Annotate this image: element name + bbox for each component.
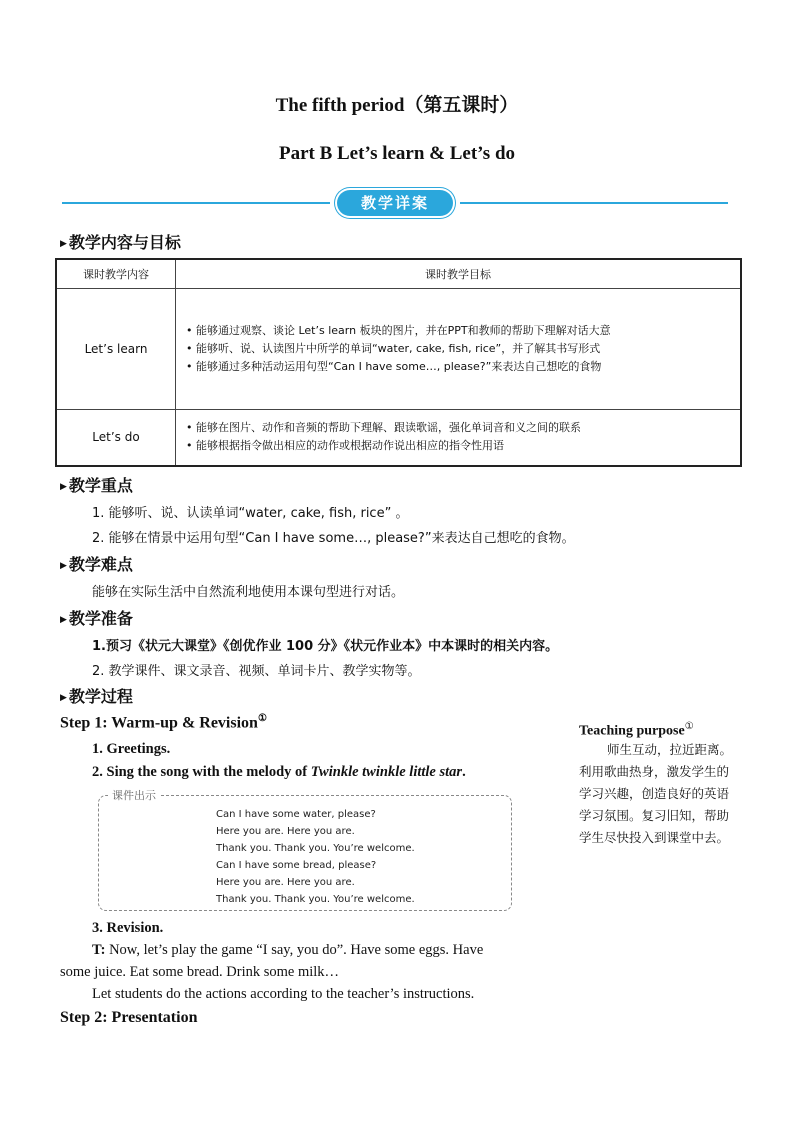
teacher-line-2: some juice. Eat some bread. Drink some milk…	[60, 964, 340, 980]
song-line: Here you are. Here you are.	[216, 877, 355, 888]
teacher-label: T:	[92, 942, 106, 958]
section-heading-preparation	[60, 606, 133, 629]
teacher-line-1	[92, 942, 483, 959]
teaching-purpose-line: 学生尽快投入到课堂中去。	[579, 830, 730, 845]
teaching-purpose-line: 利用歌曲热身，激发学生的	[579, 764, 730, 779]
section-heading-text: 教学重点	[68, 476, 133, 495]
goal-item: • 能够在图片、动作和音频的帮助下理解、跟读歌谣，强化单词音和义之间的联系	[186, 421, 581, 435]
table-cell-label: Let’s learn	[56, 289, 176, 410]
key-point-2: 2. 能够在情景中运用句型“Can I have some…, please?”来表达自己想吃的食物。	[92, 531, 575, 546]
section-banner: 教学详案	[337, 190, 453, 216]
section-heading-content-goal	[60, 230, 181, 253]
teaching-purpose-line: 学习氛围。复习旧知，帮助	[579, 808, 730, 823]
triangle-bullet-icon: ▶	[60, 482, 67, 492]
goal-item: • 能够根据指令做出相应的动作或根据动作说出相应的指令性用语	[186, 439, 504, 453]
triangle-bullet-icon: ▶	[60, 239, 67, 249]
table-cell-goals	[176, 410, 742, 466]
song-line: Thank you. Thank you. You’re welcome.	[216, 843, 415, 854]
key-point-1: 1. 能够听、说、认读单词“water, cake, fish, rice” 。	[92, 506, 409, 521]
song-line: Can I have some water, please?	[216, 809, 376, 820]
triangle-bullet-icon: ▶	[60, 561, 67, 571]
footnote-mark: ①	[257, 713, 267, 724]
preparation-1: 1.预习《状元大课堂》《创优作业 100 分》《状元作业本》中本课时的相关内容。	[92, 639, 559, 654]
step1-greetings: 1. Greetings.	[92, 741, 171, 757]
triangle-bullet-icon: ▶	[60, 693, 67, 703]
goal-item: • 能够通过观察、谈论 Let’s learn 板块的图片，并在PPT和教师的帮助下理解对话大意	[186, 324, 611, 337]
preparation-2: 2. 教学课件、课文录音、视频、单词卡片、教学实物等。	[92, 664, 421, 679]
sing-prefix: 2. Sing the song with the melody of	[92, 764, 311, 780]
table-cell-label: Let’s do	[56, 410, 176, 466]
step1-sing	[92, 764, 466, 781]
step1-title-text: Step 1: Warm-up & Revision	[60, 714, 258, 732]
section-heading-text: 教学难点	[68, 555, 133, 574]
song-line: Can I have some bread, please?	[216, 860, 377, 871]
section-heading-text: 教学内容与目标	[68, 233, 181, 252]
footnote-mark: ①	[684, 721, 694, 732]
section-heading-key-points	[60, 473, 133, 496]
goal-item: • 能够听、说、认读图片中所学的单词“water, cake, fish, rice”，并了解其书写形式	[186, 342, 601, 355]
table-header-row	[56, 259, 741, 289]
table-header-content: 课时教学内容	[56, 259, 176, 289]
teaching-purpose-line: 师生互动，拉近距离。	[607, 742, 733, 757]
courseware-label: 课件出示	[108, 787, 160, 803]
teacher-speech: Now, let’s play the game “I say, you do”. Have some eggs. Have	[105, 942, 484, 958]
banner-line-left	[62, 202, 330, 204]
teaching-purpose-title-text: Teaching purpose	[579, 723, 685, 739]
section-heading-difficulties	[60, 552, 133, 575]
difficulty-text: 能够在实际生活中自然流利地使用本课句型进行对话。	[92, 585, 405, 600]
table-row	[56, 289, 741, 410]
sing-suffix: .	[462, 764, 466, 780]
triangle-bullet-icon: ▶	[60, 615, 67, 625]
step1-revision: 3. Revision.	[92, 920, 164, 936]
table-row	[56, 410, 741, 466]
goal-item: • 能够通过多种活动运用句型“Can I have some…, please?”来表达自己想吃的食物	[186, 360, 602, 373]
song-title: Twinkle twinkle little star	[310, 764, 463, 780]
section-heading-text: 教学准备	[68, 609, 133, 628]
section-heading-text: 教学过程	[68, 687, 133, 706]
song-line: Here you are. Here you are.	[216, 826, 355, 837]
section-heading-process	[60, 684, 133, 707]
instruction-line: Let students do the actions according to the teacher’s instructions.	[92, 986, 475, 1002]
step2-title: Step 2: Presentation	[60, 1009, 198, 1026]
page-title: The fifth period（第五课时）	[275, 95, 519, 116]
step1-title	[60, 713, 267, 732]
objectives-table	[55, 258, 742, 467]
song-line: Thank you. Thank you. You’re welcome.	[216, 894, 415, 905]
page-subtitle: Part B Let’s learn & Let’s do	[278, 143, 516, 164]
teaching-purpose-line: 学习兴趣，创造良好的英语	[579, 786, 730, 801]
table-cell-goals	[176, 289, 742, 410]
banner-line-right	[460, 202, 728, 204]
table-header-goals: 课时教学目标	[176, 259, 742, 289]
